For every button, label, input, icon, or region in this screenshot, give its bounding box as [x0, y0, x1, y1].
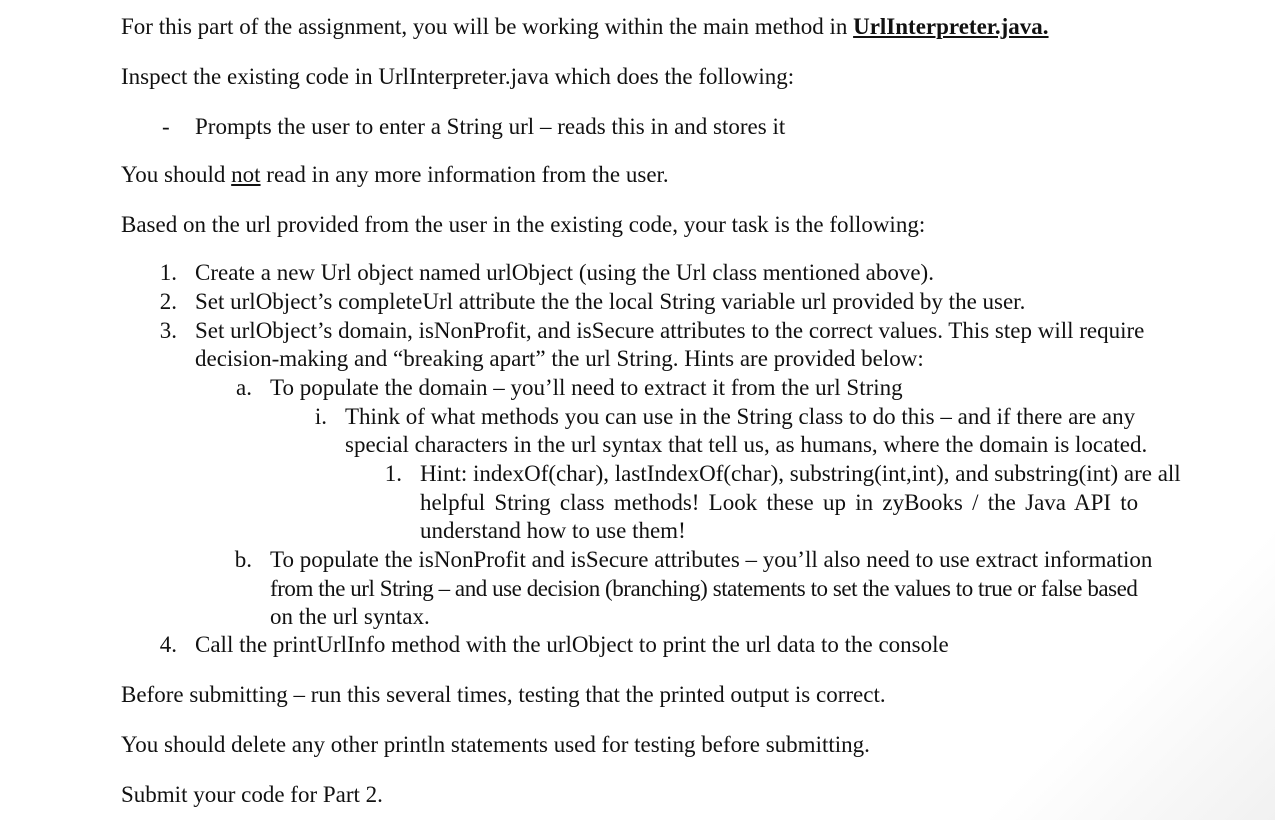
- step-text: Set urlObject’s completeUrl attribute the the local String variable url provided by the user.: [195, 289, 1026, 314]
- subsubstep-text-line: Think of what methods you can use in the String class to do this – and if there are any: [345, 404, 1136, 429]
- subsubstep-text-line: special characters in the url syntax that tell us, as humans, where the domain is located.: [345, 432, 1148, 457]
- step-text: Create a new Url object named urlObject (using the Url class mentioned above).: [195, 260, 934, 285]
- hint-marker: 1.: [384, 461, 402, 486]
- substep-text: To populate the domain – you’ll need to extract it from the url String: [270, 375, 903, 400]
- file-name: UrlInterpreter.java.: [853, 14, 1049, 39]
- intro-paragraph: [121, 12, 1049, 41]
- no-more-prefix: You should: [121, 162, 232, 187]
- before-submit-paragraph: Before submitting – run this several times, testing that the printed output is correct.: [121, 682, 886, 707]
- substep-text-line: from the url String – and use decision (branching) statements to set the values to true or false based: [270, 576, 1138, 601]
- substep-text-line: on the url syntax.: [270, 604, 430, 629]
- hint-text-line: understand how to use them!: [420, 518, 686, 543]
- hint-text-line: Hint: indexOf(char), lastIndexOf(char), substring(int,int), and substring(int) are all: [420, 461, 1181, 486]
- inspect-paragraph: Inspect the existing code in UrlInterpreter.java which does the following:: [121, 64, 795, 89]
- step-text-line: Set urlObject’s domain, isNonProfit, and isSecure attributes to the correct values. This step will require: [195, 318, 1145, 343]
- intro-text: For this part of the assignment, you will be working within the main method in: [121, 14, 854, 39]
- substep-marker: b.: [234, 547, 252, 572]
- step-number: 2.: [159, 289, 177, 314]
- substep-marker: a.: [236, 375, 252, 400]
- submit-paragraph: Submit your code for Part 2.: [121, 782, 383, 807]
- delete-println-paragraph: You should delete any other println statements used for testing before submitting.: [121, 732, 870, 757]
- step-number: 3.: [159, 318, 177, 343]
- bullet-text: Prompts the user to enter a String url – reads this in and stores it: [195, 114, 786, 139]
- substep-text-line: To populate the isNonProfit and isSecure attributes – you’ll also need to use extract information: [270, 547, 1153, 572]
- subsubstep-marker: i.: [314, 404, 327, 429]
- step-text-line: decision-making and “breaking apart” the url String. Hints are provided below:: [195, 346, 924, 371]
- step-text: Call the printUrlInfo method with the urlObject to print the url data to the console: [195, 632, 949, 657]
- step-number: 1.: [159, 260, 177, 285]
- step-number: 4.: [159, 632, 177, 657]
- hint-text-line: helpful String class methods! Look these up in zyBooks / the Java API to: [420, 490, 1139, 515]
- task-intro-paragraph: Based on the url provided from the user in the existing code, your task is the following:: [121, 212, 926, 237]
- no-more-input-paragraph: [121, 160, 669, 189]
- no-more-emphasis: not: [231, 162, 261, 187]
- bullet-marker: -: [162, 114, 170, 139]
- no-more-suffix: read in any more information from the user.: [260, 162, 669, 187]
